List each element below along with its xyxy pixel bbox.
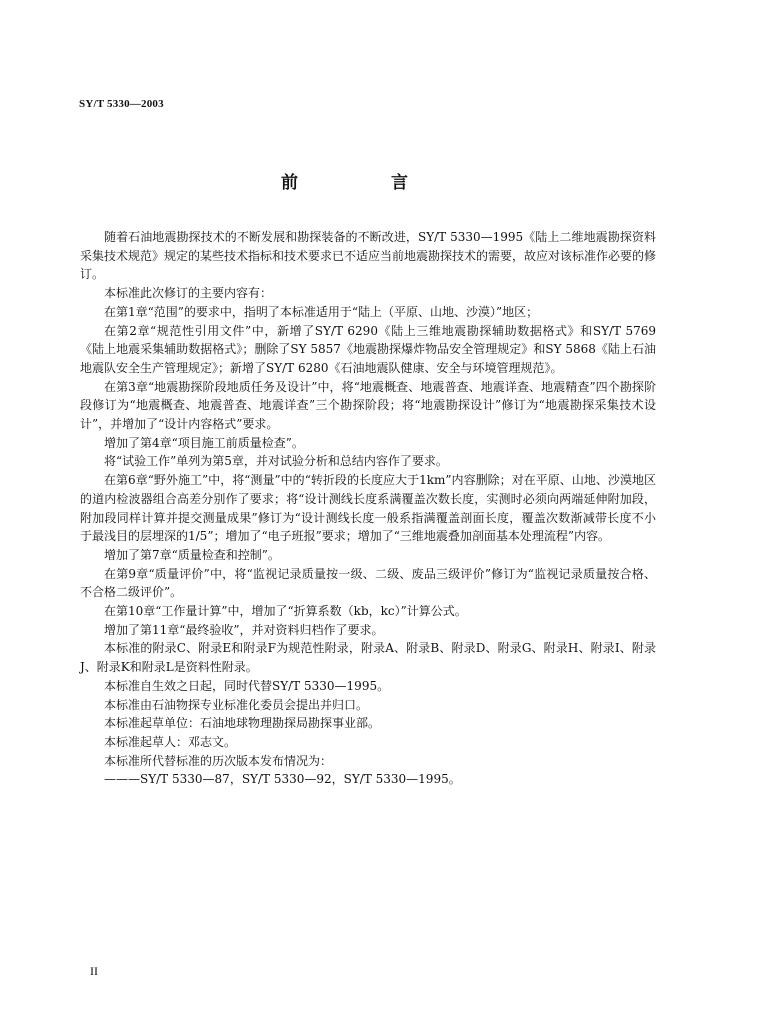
page-title: 前 言: [281, 173, 446, 193]
paragraph-proposer: 本标准由石油物探专业标准化委员会提出并归口。: [104, 697, 369, 712]
foreword-body: [80, 228, 656, 789]
paragraph-chapter-7: 增加了第7章“质量检查和控制”。: [104, 547, 280, 562]
standard-number-header: SY/T 5330—2003: [79, 98, 164, 110]
paragraph-chapter-4: 增加了第4章“项目施工前质量检查”。: [104, 435, 304, 450]
paragraph-chapter-6: 在第6章“野外施工”中，将“测量”中的“转折段的长度应大于1km”内容删除；对在平原、山地、沙漠地区的道内检波器组合高差分别作了要求；将“设计测线长度系满覆盖次数长度，实测时必须向两端延伸附加段，附加段同样计算并提交测量成果”修订为“设计测线长度一般系指满覆盖剖面长度，覆盖次数渐减带长度不小于最浅目的层埋深的1/5”；增加了“电子班报”要求；增加了“三维地震叠加剖面基本处理流程”内容。: [80, 473, 656, 544]
paragraph-chapter-11: 增加了第11章“最终验收”，并对资料归档作了要求。: [104, 622, 384, 637]
paragraph-chapter-9: 在第9章“质量评价”中，将“监视记录质量按一级、二级、废品三级评价”修订为“监视记录质量按合格、不合格二级评价”。: [80, 566, 656, 600]
paragraph-drafter: 本标准起草人：邓志文。: [104, 734, 237, 749]
paragraph-chapter-5: 将“试验工作”单列为第5章，并对试验分析和总结内容作了要求。: [104, 454, 448, 469]
page-number: II: [90, 964, 98, 978]
paragraph-chapter-3: 在第3章“地震勘探阶段地质任务及设计”中，将“地震概查、地震普查、地震详查、地震精查”四个勘探阶段修订为“地震概查、地震普查、地震详查”三个勘探阶段；将“地震勘探设计”修订为“地震勘探采集技术设计”，并增加了“设计内容格式”要求。: [80, 379, 656, 432]
paragraph-history-intro: 本标准所代替标准的历次版本发布情况为：: [104, 753, 333, 768]
paragraph-revision-summary: 本标准此次修订的主要内容有：: [104, 286, 273, 301]
paragraph-history-list: ———SY/T 5330—87，SY/T 5330—92，SY/T 5330—1995。: [104, 772, 461, 787]
paragraph-supersedes: 本标准自生效之日起，同时代替SY/T 5330—1995。: [104, 678, 390, 693]
paragraph-chapter-2: 在第2章“规范性引用文件”中，新增了SY/T 6290《陆上三维地震勘探辅助数据格式》和SY/T 5769《陆上地震采集辅助数据格式》；删除了SY 5857《地震勘探爆炸物品安全管理规定》和SY 5868《陆上石油地震队安全生产管理规定》；新增了SY/T 6280《石油地震队健康、安全与环境管理规范》。: [80, 323, 656, 375]
paragraph-chapter-1: 在第1章“范围”的要求中，指明了本标准适用于“陆上（平原、山地、沙漠）”地区；: [104, 304, 539, 319]
paragraph-chapter-10: 在第10章“工作量计算”中，增加了“折算系数（kb，kc）”计算公式。: [104, 604, 467, 619]
paragraph-appendices: 本标准的附录C、附录E和附录F为规范性附录，附录A、附录B、附录D、附录G、附录H、附录I、附录J、附录K和附录L是资料性附录。: [80, 641, 656, 675]
paragraph-drafting-unit: 本标准起草单位：石油地球物理勘探局勘探事业部。: [104, 716, 381, 731]
paragraph-intro: 随着石油地震勘探技术的不断发展和勘探装备的不断改进，SY/T 5330—1995《陆上二维地震勘探资料采集技术规范》规定的某些技术指标和技术要求已不适应当前地震勘探技术的需要，故应对该标准作必要的修订。: [80, 230, 657, 282]
